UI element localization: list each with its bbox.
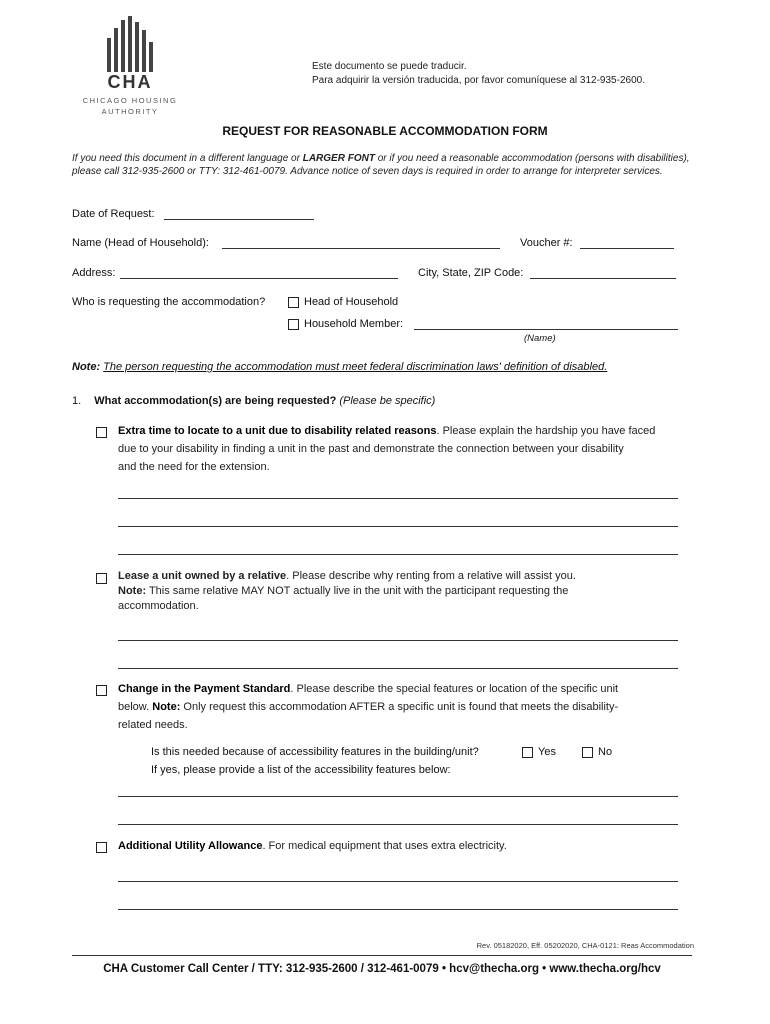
member-name-field[interactable]: [414, 329, 678, 330]
note-label: Note:: [72, 361, 101, 373]
note-text: The person requesting the accommodation must meet federal discrimination laws' definition of disabled.: [103, 361, 608, 373]
date-field[interactable]: [164, 219, 314, 220]
date-label: Date of Request:: [72, 208, 155, 220]
utility-allowance-title: Additional Utility Allowance: [118, 840, 263, 852]
question-hint: (Please be specific): [339, 395, 436, 407]
relative-lease-note1: This same relative MAY NOT actually live in the unit with the participant requesting the: [146, 585, 569, 597]
utility-allowance-text1: . For medical equipment that uses extra electricity.: [262, 840, 507, 852]
head-label: Head of Household: [304, 296, 399, 308]
voucher-label: Voucher #:: [520, 237, 573, 249]
payment-standard-note-label: Note:: [152, 701, 181, 713]
relative-lease-answer-line-2[interactable]: [118, 668, 678, 669]
payment-standard-checkbox[interactable]: [96, 685, 107, 696]
intro-part2: or if you need a reasonable accommodation (persons with disabilities), please call 312-935-2600 or TTY: 312-461-0079. Advance notice of seven days is required in order to arrange for interpreter services.: [72, 153, 690, 177]
accessibility-answer-line-1[interactable]: [118, 796, 678, 797]
utility-answer-line-1[interactable]: [118, 881, 678, 882]
household-member-checkbox[interactable]: [288, 319, 299, 330]
accessibility-list-prompt: If yes, please provide a list of the accessibility features below:: [151, 764, 451, 776]
translation-notice: [312, 60, 645, 88]
city-field[interactable]: [530, 278, 676, 279]
logo-line2: AUTHORITY: [101, 107, 159, 116]
payment-standard-text3: related needs.: [118, 719, 188, 731]
extra-time-answer-line-2[interactable]: [118, 526, 678, 527]
footer-contact: CHA Customer Call Center / TTY: 312-935-2600 / 312-461-0079 • hcv@thecha.org • www.thecha.org/hcv: [103, 963, 661, 975]
form-title: REQUEST FOR REASONABLE ACCOMMODATION FORM: [222, 124, 548, 138]
relative-lease-note-label: Note:: [118, 585, 147, 597]
cha-logo: [80, 16, 180, 126]
translation-line2: Para adquirir la versión traducida, por favor comuníquese al 312-935-2600.: [312, 75, 645, 86]
city-label: City, State, ZIP Code:: [418, 267, 524, 279]
name-label: Name (Head of Household):: [72, 237, 209, 249]
question-text: What accommodation(s) are being requested?: [94, 395, 337, 407]
address-field[interactable]: [120, 278, 398, 279]
extra-time-title: Extra time to locate to a unit due to disability related reasons: [118, 425, 437, 437]
extra-time-answer-line-3[interactable]: [118, 554, 678, 555]
translation-line1: Este documento se puede traducir.: [312, 61, 467, 72]
member-label: Household Member:: [304, 318, 404, 330]
accessibility-no-checkbox[interactable]: [582, 747, 593, 758]
extra-time-answer-line-1[interactable]: [118, 498, 678, 499]
extra-time-checkbox[interactable]: [96, 427, 107, 438]
question-1: [72, 395, 435, 407]
payment-standard-text2a: below.: [118, 701, 153, 713]
accessibility-question: Is this needed because of accessibility features in the building/unit?: [151, 746, 479, 758]
accessibility-yes-label: Yes: [538, 746, 556, 758]
extra-time-text3: and the need for the extension.: [118, 461, 270, 473]
who-label: Who is requesting the accommodation?: [72, 296, 266, 308]
accessibility-answer-line-2[interactable]: [118, 824, 678, 825]
question-number: 1.: [72, 395, 82, 407]
footer-divider: [72, 955, 692, 956]
address-label: Address:: [72, 267, 116, 279]
accessibility-yes-checkbox[interactable]: [522, 747, 533, 758]
payment-standard-text2b: Only request this accommodation AFTER a specific unit is found that meets the disability-: [180, 701, 619, 713]
payment-standard-title: Change in the Payment Standard: [118, 683, 291, 695]
extra-time-text1: . Please explain the hardship you have faced: [436, 425, 656, 437]
relative-lease-checkbox[interactable]: [96, 573, 107, 584]
intro-part1: If you need this document in a different language or: [72, 153, 303, 164]
voucher-field[interactable]: [580, 248, 674, 249]
payment-standard-text1: . Please describe the special features or location of the specific unit: [290, 683, 619, 695]
relative-lease-title: Lease a unit owned by a relative: [118, 570, 287, 582]
relative-lease-text1: . Please describe why renting from a relative will assist you.: [286, 570, 576, 582]
relative-lease-note2: accommodation.: [118, 600, 199, 612]
name-field[interactable]: [222, 248, 500, 249]
extra-time-text2: due to your disability in finding a unit in the past and demonstrate the connection between your disability: [118, 443, 624, 455]
utility-allowance-checkbox[interactable]: [96, 842, 107, 853]
eligibility-note: [72, 361, 607, 373]
logo-abbr: CHA: [107, 72, 153, 92]
relative-lease-option: [118, 569, 688, 614]
logo-line1: CHICAGO HOUSING: [82, 96, 178, 105]
revision-text: Rev. 05182020, Eff. 05202020, CHA-0121: Reas Accommodation: [476, 941, 694, 950]
accessibility-no-label: No: [598, 746, 613, 758]
extra-time-option: [118, 422, 688, 476]
member-name-hint: (Name): [524, 333, 556, 344]
intro-bold: LARGER FONT: [302, 153, 375, 164]
intro-text: [72, 152, 692, 178]
head-of-household-checkbox[interactable]: [288, 297, 299, 308]
payment-standard-option: [118, 680, 688, 734]
utility-answer-line-2[interactable]: [118, 909, 678, 910]
relative-lease-answer-line-1[interactable]: [118, 640, 678, 641]
logo-bars-icon: [105, 16, 155, 72]
utility-allowance-option: [118, 837, 688, 855]
